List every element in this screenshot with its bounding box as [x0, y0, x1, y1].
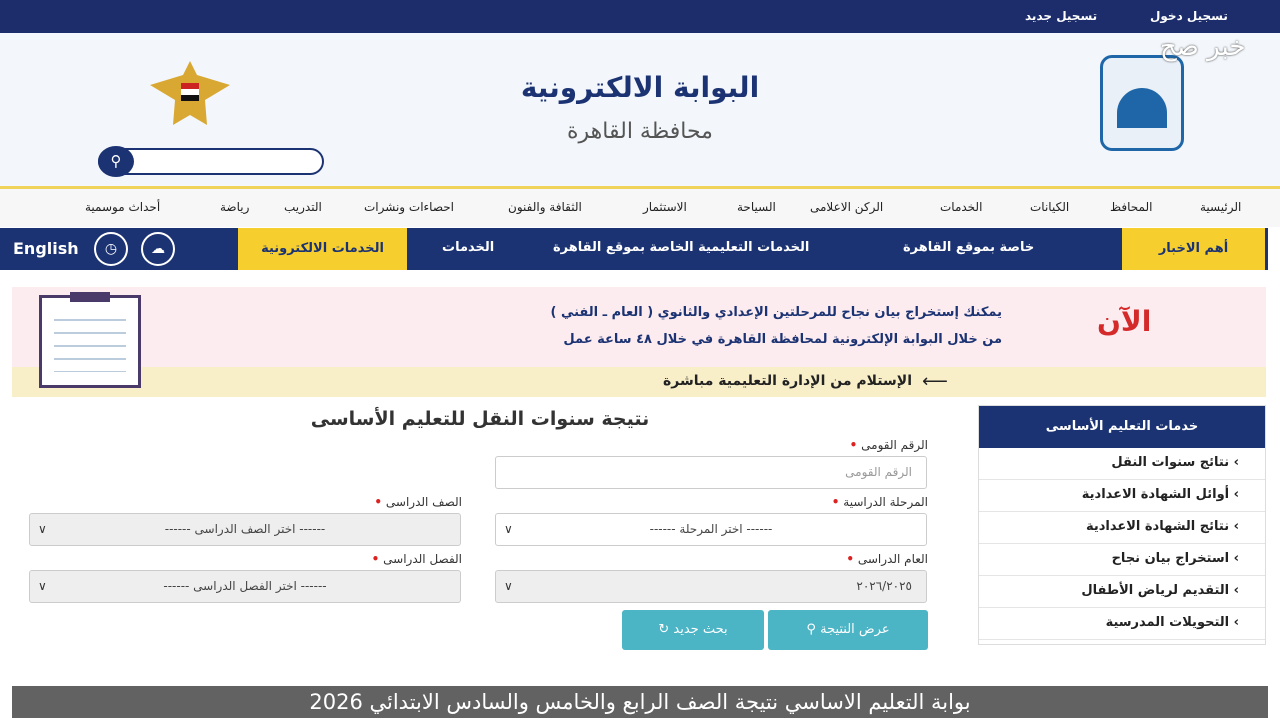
eservices-button[interactable]: الخدمات الالكترونية: [238, 228, 407, 270]
stage-label: المرحلة الدراسية •: [831, 495, 928, 509]
sidebar-item-prep-results[interactable]: › نتائج الشهادة الاعدادية: [979, 512, 1265, 544]
year-label: العام الدراسى •: [846, 552, 928, 566]
sidebar-title: خدمات التعليم الأساسى: [979, 406, 1265, 448]
nav-entities[interactable]: الكيانات: [1030, 200, 1070, 214]
chevron-down-icon: ∨: [504, 579, 513, 593]
nav-services[interactable]: الخدمات: [940, 200, 983, 214]
cairo-logo: [1100, 55, 1184, 151]
sidebar-item-prep-top[interactable]: › أوائل الشهادة الاعدادية: [979, 480, 1265, 512]
banner-line3: الإستلام من الإدارة التعليمية مباشرة: [663, 373, 912, 389]
nav-governor[interactable]: المحافظ: [1110, 200, 1153, 214]
sidebar-item-label: استخراج بيان نجاح: [1111, 551, 1230, 566]
top-bar: [0, 0, 1280, 33]
sidebar-item-label: التقديم لرياض الأطفال: [1081, 583, 1230, 598]
nav-training[interactable]: التدريب: [284, 200, 322, 214]
national-id-input[interactable]: الرقم القومى: [495, 456, 927, 489]
announcement-banner: [12, 287, 1266, 397]
nav-media[interactable]: الركن الاعلامى: [810, 200, 884, 214]
search-icon[interactable]: ⚲: [98, 146, 134, 177]
nav-home[interactable]: الرئيسية: [1200, 200, 1242, 214]
grade-label: الصف الدراسى •: [374, 495, 462, 509]
banner-line2: من خلال البوابة الإلكترونية لمحافظة القاهرة في خلال ٤٨ ساعة عمل: [563, 332, 1002, 347]
sidebar-item-label: نتائج سنوات النقل: [1111, 455, 1230, 470]
nav-seasonal-events[interactable]: أحداث موسمية: [85, 200, 161, 214]
sidebar-item-label: التحويلات المدرسية: [1105, 615, 1230, 630]
new-search-button[interactable]: ↻ بحث جديد: [622, 610, 764, 650]
site-header: [0, 33, 1280, 187]
sidebar-item-kindergarten[interactable]: › التقديم لرياض الأطفال: [979, 576, 1265, 608]
english-link[interactable]: English: [13, 239, 79, 258]
main-nav: [0, 189, 1280, 227]
news-ticker-item[interactable]: خاصة بموقع القاهرة: [903, 240, 1035, 255]
nav-culture[interactable]: الثقافة والفنون: [508, 200, 582, 214]
clock-icon[interactable]: ◷: [94, 232, 128, 266]
watermark: خبر صح: [1160, 32, 1246, 62]
term-select[interactable]: ------ اختر الفصل الدراسى ------ ∨: [29, 570, 461, 603]
news-label: أهم الاخبار: [1122, 228, 1265, 270]
chevron-down-icon: ∨: [38, 522, 47, 536]
show-result-button[interactable]: ⚲ عرض النتيجة: [768, 610, 928, 650]
services-link[interactable]: الخدمات: [442, 240, 495, 255]
chevron-down-icon: ∨: [38, 579, 47, 593]
sidebar-item-transfers[interactable]: › التحويلات المدرسية: [979, 608, 1265, 640]
checklist-icon: [39, 295, 141, 388]
grade-select[interactable]: ------ اختر الصف الدراسى ------ ∨: [29, 513, 461, 546]
search-icon: ⚲: [806, 622, 816, 637]
news-bar: [0, 228, 1268, 270]
sidebar-item-label: نتائج الشهادة الاعدادية: [1085, 519, 1230, 534]
stage-select[interactable]: ------ اختر المرحلة ------ ∨: [495, 513, 927, 546]
login-link[interactable]: تسجيل دخول: [1150, 9, 1228, 23]
nav-statistics[interactable]: احصاءات ونشرات: [364, 200, 454, 214]
nav-tourism[interactable]: السياحة: [737, 200, 776, 214]
chevron-down-icon: ∨: [504, 522, 513, 536]
nav-investment[interactable]: الاستثمار: [643, 200, 687, 214]
register-link[interactable]: تسجيل جديد: [1025, 9, 1098, 23]
cloud-icon[interactable]: ☁: [141, 232, 175, 266]
nav-sports[interactable]: رياضة: [220, 200, 250, 214]
form-title: نتيجة سنوات النقل للتعليم الأساسى: [310, 408, 650, 430]
portal-title: البوابة الالكترونية: [520, 71, 760, 104]
sidebar-item-transfer-results[interactable]: › نتائج سنوات النقل: [979, 448, 1265, 480]
national-id-label: الرقم القومى •: [849, 438, 928, 452]
banner-line1: يمكنك إستخراج بيان نجاح للمرحلتين الإعدادي والثانوي ( العام ـ الفني ): [550, 305, 1002, 320]
arrow-left-icon: ⟵: [922, 371, 948, 392]
refresh-icon: ↻: [658, 622, 670, 637]
sidebar-item-label: أوائل الشهادة الاعدادية: [1081, 487, 1230, 502]
banner-now: الآن: [1097, 305, 1152, 338]
governorate-subtitle: محافظة القاهرة: [567, 119, 713, 144]
news-ticker-item[interactable]: الخدمات التعليمية الخاصة بموقع القاهرة: [553, 240, 810, 255]
sidebar: [978, 405, 1266, 645]
term-label: الفصل الدراسى •: [371, 552, 462, 566]
sidebar-item-certificate[interactable]: › استخراج بيان نجاح: [979, 544, 1265, 576]
egypt-eagle-logo: [145, 55, 235, 133]
caption-overlay: بوابة التعليم الاساسي نتيجة الصف الرابع والخامس والسادس الابتدائي 2026: [12, 686, 1268, 718]
year-select[interactable]: ٢٠٢٦/٢٠٢٥ ∨: [495, 570, 927, 603]
